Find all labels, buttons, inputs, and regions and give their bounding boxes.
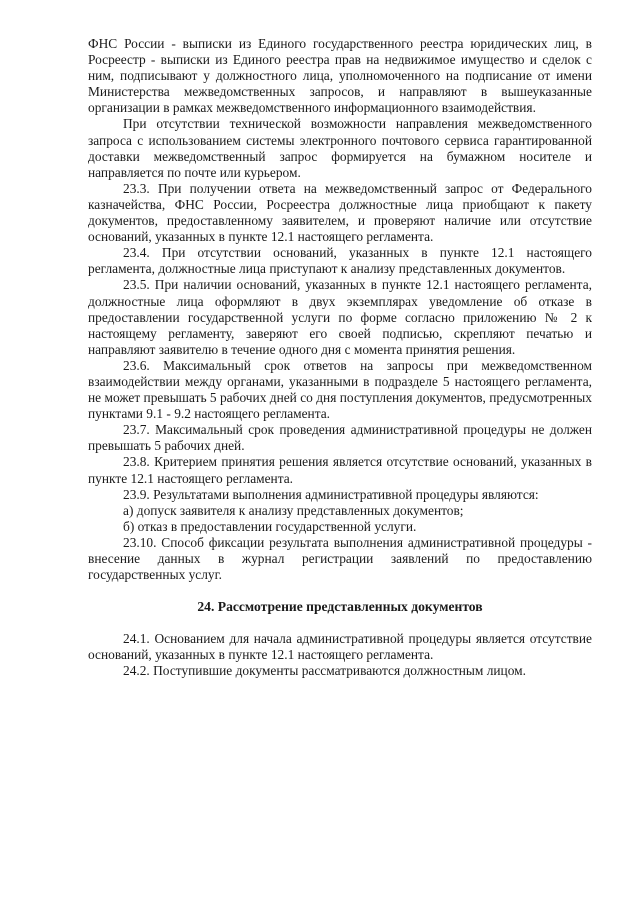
section-heading: 24. Рассмотрение представленных документов — [197, 599, 483, 615]
document-page — [88, 36, 592, 680]
paragraph: 23.6. Максимальный срок ответов на запросы при межведомственном взаимодействии между органами, указанными в подразделе 5 настоящего регламента, не может превышать 5 рабочих дней со дня поступления документов, предусмотренных пунктами 9.1 - 9.2 настоящего регламента. — [88, 357, 592, 422]
paragraph: а) допуск заявителя к анализу представленных документов; — [123, 502, 464, 518]
paragraph: При отсутствии технической возможности направления межведомственного запроса с использованием системы электронного почтового сервиса гарантированной доставки межведомственный запрос формируется на бумажном носителе и направляется по почте или курьером. — [88, 116, 592, 180]
section-24-body — [88, 631, 592, 679]
paragraph: 23.4. При отсутствии оснований, указанных в пункте 12.1 настоящего регламента, должностные лица приступают к анализу представленных документов. — [88, 245, 592, 277]
paragraph: 23.5. При наличии оснований, указанных в пункте 12.1 настоящего регламента, должностные лица оформляют в двух экземплярах уведомление об отказе в предоставлении государственной услуги по форме согласно приложению № 2 к настоящему регламенту, заверяют его своей подписью, скрепляют печатью и направляют заявителю в течение одного дня с момента принятия решения. — [88, 277, 592, 357]
paragraph: 23.3. При получении ответа на межведомственный запрос от Федерального казначейства, ФНС России, Росреестра должностные лица приобщают к пакету документов, предоставленному заявителем, и проверяют наличие или отсутствие оснований, указанных в пункте 12.1 настоящего регламента. — [88, 180, 592, 245]
paragraph: 24.2. Поступившие документы рассматриваются должностным лицом. — [123, 663, 526, 679]
paragraph: ФНС России - выписки из Единого государственного реестра юридических лиц, в Росреестр - выписки из Единого реестра прав на недвижимое имущество и сделок с ним, подписывают у должностного лица, уполномоченного на подписание от имени Министерства межведомственных запросов, и направляют в вышеуказанные организации в рамках межведомственного информационного взаимодействия. — [88, 36, 592, 116]
paragraph: б) отказ в предоставлении государственной услуги. — [123, 518, 417, 534]
paragraph: 23.9. Результатами выполнения административной процедуры являются: — [123, 486, 539, 502]
paragraph: 23.10. Способ фиксации результата выполнения административной процедуры - внесение данных в журнал регистрации заявлений по предоставлению государственных услуг. — [88, 534, 592, 583]
section-23-continuation — [88, 36, 592, 583]
paragraph: 23.7. Максимальный срок проведения административной процедуры не должен превышать 5 рабочих дней. — [88, 422, 592, 454]
paragraph: 24.1. Основанием для начала административной процедуры является отсутствие оснований, указанных в пункте 12.1 настоящего регламента. — [88, 631, 592, 663]
paragraph: 23.8. Критерием принятия решения является отсутствие оснований, указанных в пункте 12.1 настоящего регламента. — [88, 454, 592, 486]
